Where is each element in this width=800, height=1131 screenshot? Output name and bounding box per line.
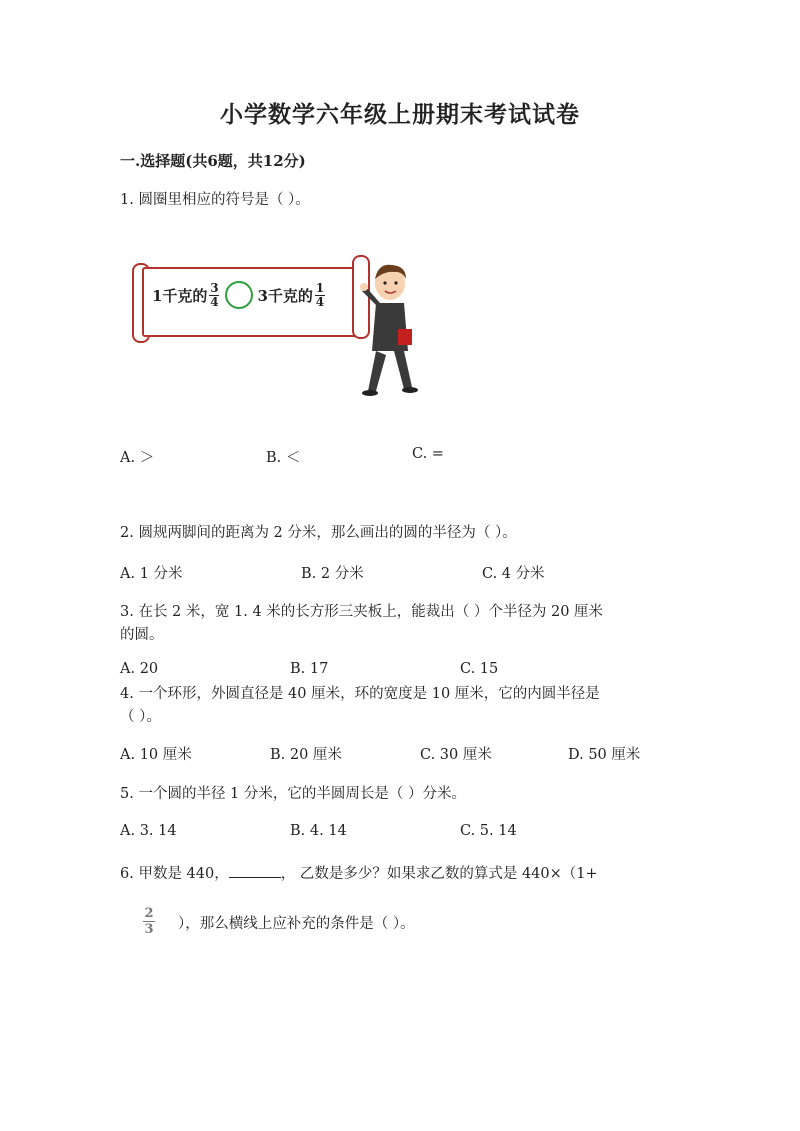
question-4-line-1: 4. 一个环形，外圆直径是 40 厘米，环的宽度是 10 厘米，它的内圆半径是 bbox=[120, 686, 600, 702]
q6-frac-num: 2 bbox=[144, 906, 154, 921]
question-6-line-1 bbox=[120, 862, 598, 883]
question-1-illustration bbox=[130, 245, 430, 405]
question-2-text: 2. 圆规两脚间的距离为 2 分米，那么画出的圆的半径为（ ）。 bbox=[120, 525, 517, 541]
right-fraction bbox=[315, 282, 325, 309]
q3-option-c[interactable]: C. 15 bbox=[460, 661, 499, 677]
q4-option-b[interactable]: B. 20 厘米 bbox=[270, 747, 342, 763]
q3-option-b[interactable]: B. 17 bbox=[290, 661, 329, 677]
section-heading: 一.选择题(共6题，共12分) bbox=[120, 152, 306, 170]
q1-option-a[interactable]: A. ＞ bbox=[120, 450, 155, 466]
q5-option-a[interactable]: A. 3. 14 bbox=[120, 823, 177, 839]
q6-frac-den: 3 bbox=[144, 922, 154, 937]
comparison-expression bbox=[152, 281, 327, 309]
q4-option-d[interactable]: D. 50 厘米 bbox=[568, 747, 641, 763]
left-frac-den: 4 bbox=[210, 294, 219, 309]
question-6-fraction bbox=[143, 906, 155, 937]
cartoon-boy-icon bbox=[358, 263, 428, 403]
q5-option-b[interactable]: B. 4. 14 bbox=[290, 823, 347, 839]
question-1-text: 1. 圆圈里相应的符号是（ ）。 bbox=[120, 192, 310, 208]
q1-option-b[interactable]: B. ＜ bbox=[266, 450, 301, 466]
right-frac-num: 1 bbox=[315, 280, 325, 295]
q5-option-c[interactable]: C. 5. 14 bbox=[460, 823, 517, 839]
question-6-part-a: 6. 甲数是 440， bbox=[120, 866, 229, 882]
left-frac-num: 3 bbox=[210, 280, 219, 295]
left-prefix: 1千克的 bbox=[152, 286, 208, 305]
right-frac-den: 4 bbox=[315, 294, 325, 309]
right-prefix: 3千克的 bbox=[257, 286, 313, 305]
answer-circle-icon bbox=[225, 281, 253, 309]
q2-option-c[interactable]: C. 4 分米 bbox=[482, 566, 545, 582]
question-4-line-2: （ ）。 bbox=[120, 709, 161, 725]
left-fraction bbox=[209, 282, 219, 309]
q1-option-c[interactable]: C. = bbox=[412, 446, 444, 462]
question-3-line-1: 3. 在长 2 米，宽 1. 4 米的长方形三夹板上，能裁出（ ）个半径为 20 厘米 bbox=[120, 604, 604, 620]
q2-option-b[interactable]: B. 2 分米 bbox=[301, 566, 364, 582]
q2-option-a[interactable]: A. 1 分米 bbox=[120, 566, 183, 582]
question-3-line-2: 的圆。 bbox=[120, 627, 164, 643]
q3-option-a[interactable]: A. 20 bbox=[120, 661, 159, 677]
question-6-part-b: ， 乙数是多少？如果求乙数的算式是 440×（1+ bbox=[280, 866, 598, 882]
page-title: 小学数学六年级上册期末考试试卷 bbox=[220, 101, 580, 128]
question-6-line-2: ），那么横线上应补充的条件是（ ）。 bbox=[178, 916, 415, 932]
fill-in-blank[interactable] bbox=[229, 865, 281, 878]
q4-option-c[interactable]: C. 30 厘米 bbox=[420, 747, 492, 763]
question-5-text: 5. 一个圆的半径 1 分米，它的半圆周长是（ ）分米。 bbox=[120, 786, 466, 802]
q4-option-a[interactable]: A. 10 厘米 bbox=[120, 747, 192, 763]
